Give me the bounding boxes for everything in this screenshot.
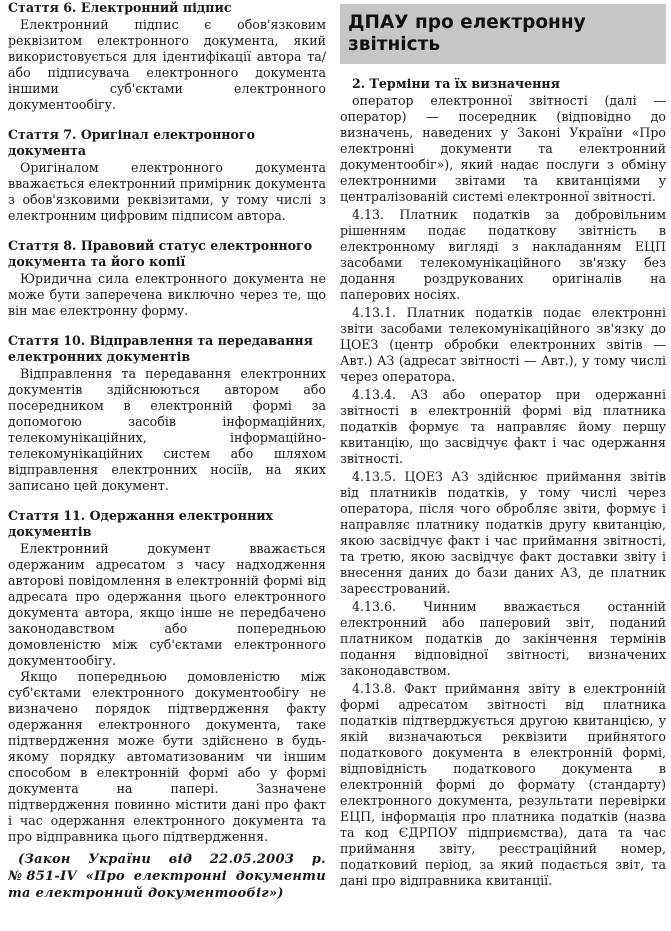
article-paragraph: Відправлення та передавання електронних документів здійснюються автором або посередником в електронній формі за допомогою засобів інформаційних, телекомунікаційних, інформаційно-телекомунікаційних систем або шляхом відправлення електронних носіїв, на яких записано цей документ.	[8, 366, 326, 493]
article-title: Стаття 8. Правовий статус електронного документа та його копії	[8, 238, 313, 269]
left-column	[8, 0, 326, 902]
regulation-paragraph: оператор електронної звітності (далі — оператор) — посередник (відповідно до визначень, наведених у Законі України «Про електронні документи та електронний документообіг»), який надає послуги з обміну електронними звітами та квитанціями у централізованій системі електронної звітності.	[340, 93, 666, 204]
right-column	[340, 0, 666, 891]
article-title: Стаття 6. Електронний підпис	[8, 0, 232, 15]
regulation-paragraph: 4.13.5. ЦОЕЗ АЗ здійснює приймання звітів від платників податків, у тому числі через оператора, після чого обробляє звіти, формує і направляє платнику податків другу квитанцію, якою засвідчує факт і час приймання звітності, та третю, якою засвідчує факт доставки звіту і внесення даних до бази даних АЗ, де платник зареєстрований.	[340, 469, 666, 596]
article-paragraph: Електронний документ вважається одержаним адресатом з часу надходження авторові повідомлення в електронній формі від адресата про одержання цього електронного документа автора, якщо інше не передбачено законодавством або попередньою домовленістю між суб'єктами електронного документообігу.	[8, 541, 326, 668]
article-title: Стаття 7. Оригінал електронного документа	[8, 127, 256, 158]
regulation-paragraph: 4.13. Платник податків за добровільним рішенням подає податкову звітність в електронному вигляді з накладанням ЕЦП засобами телекомунікаційного зв'язку без додання роздрукованих оригіналів на паперових носіях.	[340, 207, 666, 302]
article-paragraph: Якщо попередньою домовленістю між суб'єктами електронного документообігу не визначено порядок підтвердження факту одержання електронного документа, таке підтвердження може бути здійснено в будь-якому порядку автоматизованим чи іншим способом в електронній формі або у формі документа на папері. Зазначене підтвердження повинно містити дані про факт і час одержання електронного документа та про відправника цього підтвердження.	[8, 669, 326, 844]
article-10	[8, 333, 326, 494]
article-8	[8, 238, 326, 319]
article-7	[8, 127, 326, 224]
article-paragraph: Оригіналом електронного документа вважається електронний примірник документа з обов'язковими реквізитами, у тому числі з електронним цифровим підписом автора.	[8, 160, 326, 223]
article-6	[8, 0, 326, 113]
regulation-paragraph: 4.13.4. АЗ або оператор при одержанні звітності в електронній формі від платника податків формує та направляє йому першу квитанцію, що засвідчує факт і час одержання звітності.	[340, 387, 666, 466]
section-header-title: ДПАУ про електронну звітність	[348, 12, 586, 55]
article-paragraph: Електронний підпис є обов'язковим реквізитом електронного документа, який використовується для ідентифікації автора та/або підписувача електронного документа іншими суб'єктами електронного документообігу.	[8, 17, 326, 112]
terms-section-title: 2. Терміни та їх визначення	[352, 76, 560, 91]
article-paragraph: Юридична сила електронного документа не може бути заперечена виключно через те, що він має електронну форму.	[8, 271, 326, 318]
law-citation: (Закон України від 22.05.2003 р. №851-IV «Про електронні документи та електронний документообіг»)	[8, 852, 326, 901]
regulation-paragraph: 4.13.6. Чинним вважається останній електронний або паперовий звіт, поданий платником податків до закінчення термінів подання відповідної звітності, визначених законодавством.	[340, 599, 666, 678]
article-11	[8, 508, 326, 845]
article-title: Стаття 10. Відправлення та передавання електронних документів	[8, 333, 313, 364]
article-title: Стаття 11. Одержання електронних документів	[8, 508, 274, 539]
section-header-box	[340, 4, 666, 64]
regulation-paragraph: 4.13.1. Платник податків подає електронні звіти засобами телекомунікаційного зв'язку до ЦОЕЗ (центр обробки електронних звітів — Авт.) АЗ (адресат звітності — Авт.), у тому числі через оператора.	[340, 305, 666, 384]
regulation-paragraph: 4.13.8. Факт приймання звіту в електронній формі адресатом звітності від платника податків підтверджується другою квитанцією, у якій визначаються реквізити прийнятого податкового документа в електронній формі, відповідність податкового документа в електронній формі до формату (стандарту) електронного документа, результати перевірки ЕЦП, інформація про платника податків (назва та код ЄДРПОУ підприємства), дата та час приймання звіту, реєстраційний номер, податковий період, за який подається звіт, та дані про відправника квитанції.	[340, 681, 666, 888]
